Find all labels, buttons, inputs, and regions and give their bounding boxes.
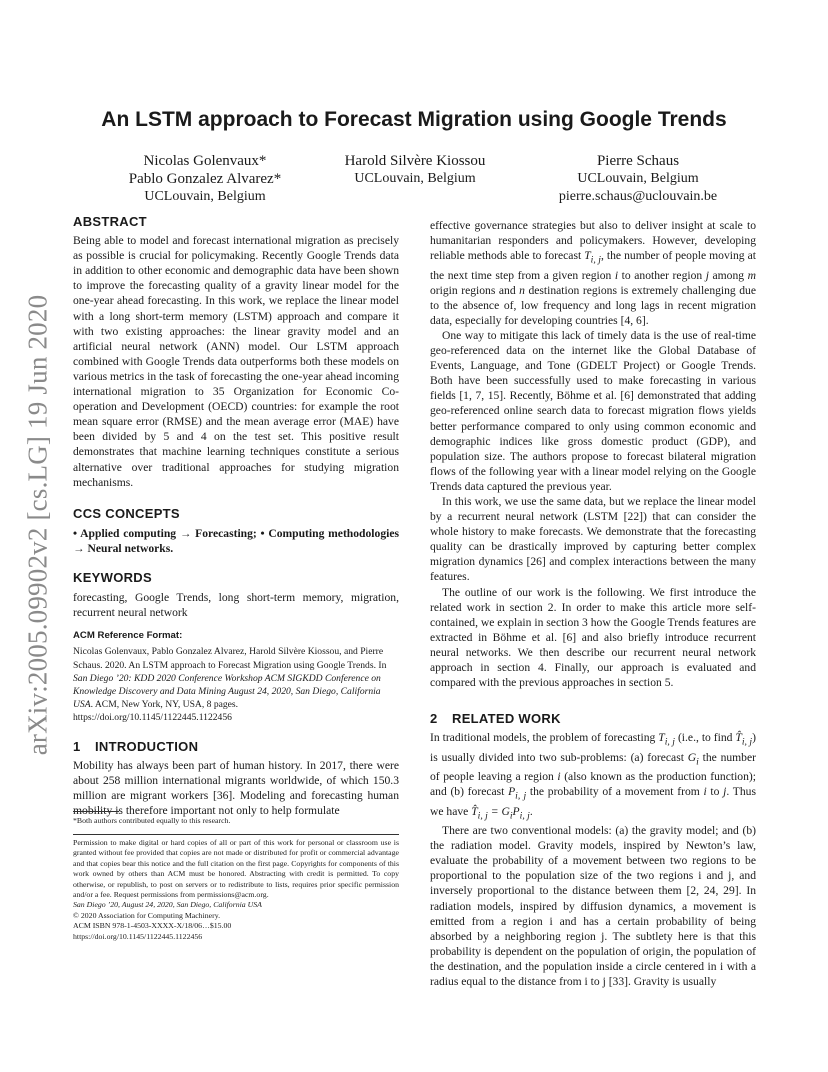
math-symbol: j [723,785,727,799]
arxiv-id: arXiv:2005.09902v2 [cs.LG] 19 Jun 2020 [22,294,53,756]
acm-reference-text [73,645,399,724]
ccs-text: • Applied computing → Forecasting; • Computing methodologies → Neural networks. [73,526,399,555]
permission-copyright: © 2020 Association for Computing Machinery. [73,910,221,920]
text-run: destination regions is extremely challenging due to the absence of, low frequency and long lags in recent migration data, especially for developing countries [4, 6]. [430,283,756,327]
ccs-heading: CCS CONCEPTS [73,505,180,521]
acm-reference-venue: San Diego ’20: KDD 2020 Conference Workshop ACM SIGKDD Conference on Knowledge Discovery and Data Mining August 24, 2020, San Diego, California USA [73,672,381,711]
intro-text: Mobility has always been part of human history. In 2017, there were about 258 million international migrants worldwide, of which 150.3 million are migrant workers [36]. Modeling and forecasting human mobility is therefore important not only to help formulate [73,758,399,817]
text-run: origin regions and [430,283,520,297]
author-name: Harold Silvère Kiossou [344,153,486,169]
author-block-1 [100,152,310,206]
permission-doi: https://doi.org/10.1145/1122445.1122456 [73,931,203,941]
author-affiliation: UCLouvain, Belgium [577,171,699,186]
text-run: the probability of a movement from [526,785,704,799]
keywords-text: forecasting, Google Trends, long short-term memory, migration, recurrent neural network [73,591,399,620]
text-run: . Thus we have [430,785,756,818]
keywords-heading: KEYWORDS [73,569,152,585]
right-paragraph-4: The outline of our work is the following. We first introduce the related work in section 2. In order to make this article more self-contained, we explain in section 3 how the Google Trends features are extracted in Böhme et al. [6] and also briefly introduce recurrent neural networks. We then describe our recurrent neural network approach in section 4. Finally, our approach is evaluated and compared with the previous approaches in section 5. [430,585,756,690]
text-run: among [708,268,748,282]
math-subscript: i [509,809,513,821]
math-symbol: i [703,785,707,799]
footnote: *Both authors contributed equally to this research. [73,816,231,825]
section-title: RELATED WORK [452,711,561,727]
math-subscript: i, j [477,809,488,821]
math-subscript: i, j [741,736,753,748]
math-symbol: P [512,804,520,818]
abstract-heading: ABSTRACT [73,214,147,229]
math-subscript: i, j [515,790,527,802]
text-run: the number of people leaving a region [430,750,756,784]
acm-reference-tail: . ACM, New York, NY, USA, 8 pages. https://doi.org/10.1145/1122445.1122456 [73,699,239,724]
intro-heading [73,739,399,754]
math-subscript: i, j [590,254,601,266]
math-symbol: T [658,731,665,745]
text-run: (i.e., to find [675,731,736,745]
permission-block [73,838,399,942]
text-run: In traditional models, the problem of forecasting [430,731,659,745]
math-symbol: T̂ [471,804,478,818]
math-symbol: m [747,268,757,282]
text-run: , the number of people moving at the next time step from a given region [430,249,756,282]
right-paragraph-3: In this work, we use the same data, but we replace the linear model by a recurrent neural network (LSTM [22]) that can consider the whole history to make forecasts. We demonstrate that the forecasting quality can be drastically improved by capturing better complex migration dynamics [26] and complex interactions between the many features. [430,495,756,584]
text-run: to [706,785,724,799]
permission-conference: San Diego ’20, August 24, 2020, San Diego, California USA [73,900,262,910]
right-paragraph-5 [430,730,756,823]
abstract-text: Being able to model and forecast international migration as precisely as possible is crucial for policymaking. Recently Google Trends data in addition to other economic and demographic data have been shown to improve the forecasting quality of a gravity linear model for the one-year ahead forecasting. In this work, we replace the linear model with a long short-term memory (LSTM) approach and compare it with two existing approaches: the linear gravity model and an artificial neural network (ANN) model. Our LSTM approach combined with Google Trends data outperforms both these models on various metrics in the task of forecasting the one-year ahead incoming international migration to 35 Organization for Economic Co-operation and Development (OECD) countries: for example the root mean square error (RMSE) and the mean average error (MAE) have been divided by 5 and 4 on the test set. This positive result demonstrates that machine learning techniques constitute a serious alternative over traditional approaches for studying migration mechanisms. [73,234,399,489]
math-symbol: T [584,249,591,263]
author-affiliation: UCLouvain, Belgium [144,189,266,204]
text-run: effective governance strategies but also to deliver insight at scale to humanitarian responders and policymakers. However, developing reliable methods able to forecast [430,219,756,263]
permission-isbn: ACM ISBN 978-1-4503-XXXX-X/18/06…$15.00 [73,921,232,931]
author-name: Pablo Gonzalez Alvarez* [128,171,282,187]
math-subscript: i [696,756,699,768]
author-name: Pierre Schaus [596,153,680,169]
related-work-heading [430,711,756,726]
text-run: to another region [618,268,706,282]
permission-text: Permission to make digital or hard copies of all or part of this work for personal or classroom use is granted without fee provided that copies are not made or distributed for profit or commercial advantage and that copies bear this notice and the full citation on the first page. Copyrights for components of this work owned by others than ACM must be honored. Abstracting with credit is permitted. To copy otherwise, or republish, to post on servers or to redistribute to lists, requires prior specific permission and/or a fee. Request permissions from permissions@acm.org. [73,838,399,900]
right-paragraph-6: There are two conventional models: (a) the gravity model; and (b) the radiation model. Gravity models, inspired by Newton’s law, evaluate the probability of a movement between two regions to be proportional to the population size of the two regions i and j, and inversely proportional to the distance between them [2, 24, 29]. In radiation models, inspired by diffusion dynamics, a movement is emitted from a region i and has a certain probability of being absorbed by a neighboring region j. The subtlety here is that this probability is dependent on the population of origin, the population of the destination, and the population inside a circle centered in i with a radius equal to the distance from i to j [33]. Gravity is usually [430,824,756,988]
left-column [73,214,399,818]
arxiv-stamp [18,290,58,760]
math-symbol: i [614,268,619,282]
author-block-2 [320,152,510,188]
text-run: ) is usually divided into two sub-problems: (a) forecast [430,731,756,764]
right-column [430,218,756,989]
acm-reference-plain: Nicolas Golenvaux, Pablo Gonzalez Alvarez, Harold Silvère Kiossou, and Pierre Schaus. 2020. An LSTM approach to Forecast Migration using Google Trends. In [73,646,387,671]
math-symbol: = G [487,804,510,818]
math-subscript: i, j [519,809,530,821]
math-symbol: P [508,785,516,799]
footnote-rule [73,811,119,812]
section-number: 1 [73,738,81,754]
paper-title: An LSTM approach to Forecast Migration using Google Trends [101,108,727,131]
right-paragraph-2: One way to mitigate this lack of timely data is the use of real-time geo-referenced data on the internet like the Global Database of Events, Language, and Tone (GDELT Project) or Google Trends. Both have been successfully used to make forecasting in various fields [1, 7, 15]. Recently, Böhme et al. [6] demonstrated that adding geo-referenced online search data to forecast migration flows yields better performance compared to only using common economic and demographic indices like gross domestic product (GDP), and population size. The authors propose to forecast bilateral migration flows of the following year with a linear model relying on the Google Trends data captured the previous year. [430,328,756,493]
permission-rule [73,834,399,835]
section-number: 2 [430,711,438,727]
right-paragraph-1 [430,218,756,328]
author-block-3 [538,152,738,206]
math-symbol: G [687,750,697,764]
text-run: (also known as the production function); and (b) forecast [430,770,756,799]
math-symbol: i [557,770,561,784]
math-symbol: T̂ [735,731,742,745]
math-subscript: i, j [664,736,675,748]
author-name: Nicolas Golenvaux* [143,153,267,169]
acm-reference-heading: ACM Reference Format: [73,630,183,642]
math-symbol: n [519,283,525,297]
author-affiliation: UCLouvain, Belgium [354,171,476,186]
author-email: pierre.schaus@uclouvain.be [558,189,718,204]
section-title: INTRODUCTION [95,738,199,754]
text-run: . [529,804,533,818]
math-symbol: j [705,268,709,282]
